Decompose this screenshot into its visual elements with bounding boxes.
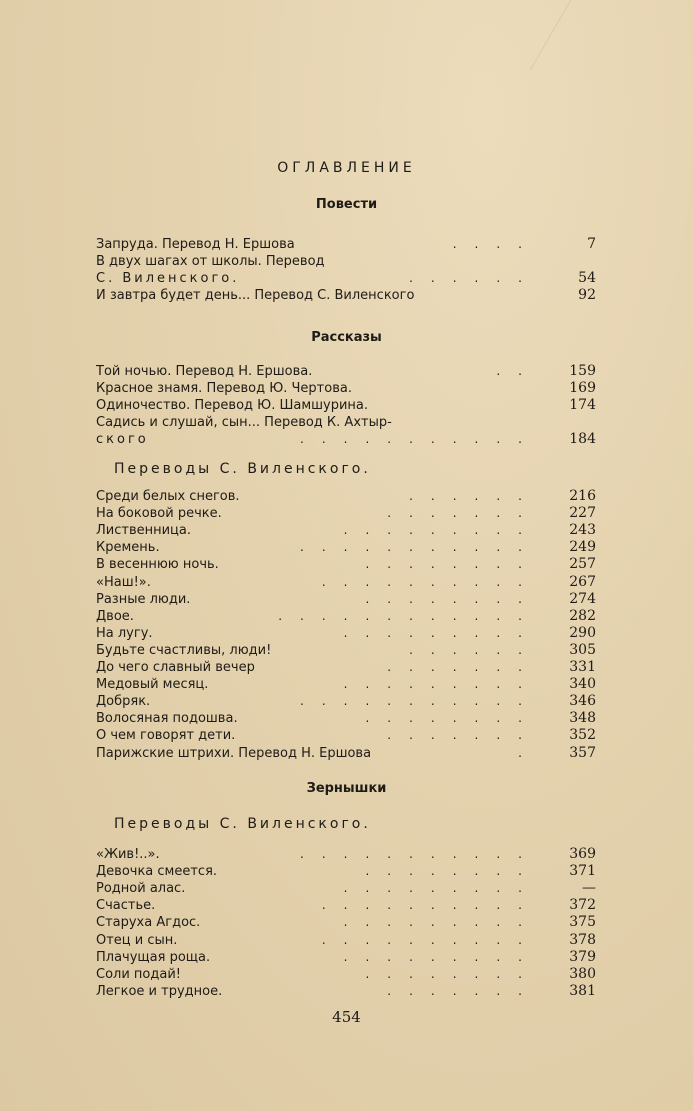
toc-entry: Будьте счастливы, люди! ...... 305 (96, 641, 596, 658)
toc-entry: Одиночество. Перевод Ю. Шамшурина. 174 (96, 397, 596, 413)
toc-entry: Красное знамя. Перевод Ю. Чертова. 169 (96, 380, 596, 396)
toc-entry: И завтра будет день... Перевод С. Виленского 92 (96, 287, 596, 303)
section-heading-povesti: Повести (315, 197, 378, 212)
toc-entry: Кремень. ........... 249 (96, 539, 596, 556)
paper-crease (410, 0, 571, 70)
toc-entry: «Наш!». .......... 267 (96, 573, 596, 590)
toc-entry: Парижские штрихи. Перевод Н. Ершова . 357 (96, 744, 596, 761)
toc-entry: Садись и слушай, сын... Перевод К. Ахтыр- (96, 415, 392, 430)
subsection-heading: Переводы С. Виленского. (114, 461, 371, 477)
toc-entry: Запруда. Перевод Н. Ершова .... 7 (96, 236, 596, 252)
toc-entry: Старуха Агдос. ......... 375 (96, 914, 596, 931)
toc-entry: Волосяная подошва. ........ 348 (96, 710, 596, 727)
toc-title: ОГЛАВЛЕНИЕ (277, 160, 416, 176)
toc-entry: Той ночью. Перевод Н. Ершова. .. 159 (96, 363, 596, 379)
toc-entry: Медовый месяц. ......... 340 (96, 676, 596, 693)
toc-entry: Добряк. ........... 346 (96, 693, 596, 710)
toc-entry: На боковой речке. ....... 227 (96, 505, 596, 522)
toc-entry: Счастье. .......... 372 (96, 897, 596, 914)
toc-entry: Двое. ............ 282 (96, 607, 596, 624)
toc-entry: Легкое и трудное. ....... 381 (96, 982, 596, 999)
toc-entry: Родной алас. ......... — (96, 880, 596, 897)
toc-entry: «Жив!..». ........... 369 (96, 846, 596, 862)
toc-entry: Отец и сын. .......... 378 (96, 931, 596, 948)
subsection-heading: Переводы С. Виленского. (114, 816, 371, 832)
section-heading-rasskazy: Рассказы (311, 330, 382, 345)
toc-entry: Среди белых снегов. ...... 216 (96, 488, 596, 504)
toc-entry: На лугу. ......... 290 (96, 624, 596, 641)
toc-entry: С. Виленского. ...... 54 (96, 270, 596, 286)
toc-entry: Девочка смеется. ........ 371 (96, 863, 596, 880)
toc-entry: О чем говорят дети. ....... 352 (96, 727, 596, 744)
toc-entry: До чего славный вечер ....... 331 (96, 659, 596, 675)
section-heading-zernyshki: Зернышки (306, 781, 387, 796)
toc-entry: ского ........... 184 (96, 431, 596, 447)
toc-entry: Соли подай! ........ 380 (96, 965, 596, 982)
toc-entry: Плачущая роща. ......... 379 (96, 948, 596, 965)
page-number: 454 (332, 1008, 361, 1026)
toc-entry: Лиственница. ......... 243 (96, 522, 596, 539)
toc-entry: В весеннюю ночь. ........ 257 (96, 556, 596, 573)
toc-entry: В двух шагах от школы. Перевод (96, 254, 325, 269)
toc-entry: Разные люди. ........ 274 (96, 590, 596, 607)
